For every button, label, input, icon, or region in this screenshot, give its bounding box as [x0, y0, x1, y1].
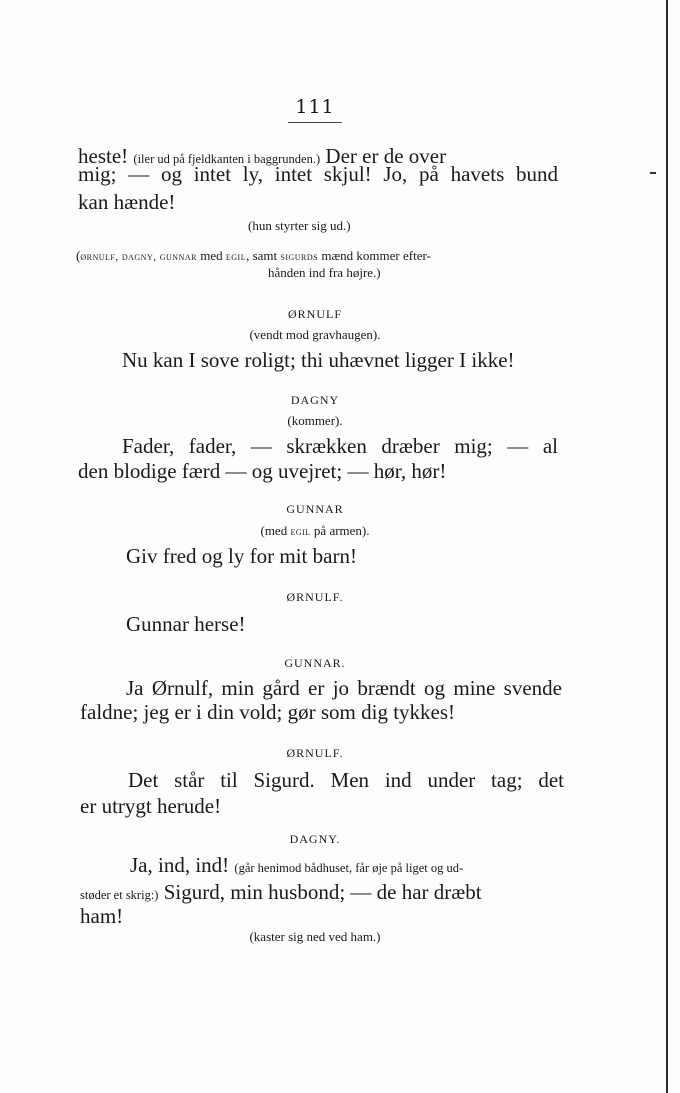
stage-direction-gunnar: (med egil på armen).	[260, 523, 370, 538]
inline-stage-direction: (iler ud på fjeldkanten i baggrunden.)	[133, 152, 321, 166]
speaker-ornulf: ØRNULF	[287, 307, 342, 321]
speaker-ornulf-3: ØRNULF.	[286, 746, 344, 760]
text-line-3: kan hænde!	[78, 190, 176, 214]
stage-direction-dagny: (kommer).	[287, 413, 343, 428]
speaker-dagny: DAGNY	[290, 393, 340, 407]
page-number-rule	[288, 122, 342, 123]
speaker-gunnar-2: GUNNAR.	[284, 656, 346, 670]
speech-ornulf-3a: Det står til Sigurd. Men ind under tag; det	[128, 768, 564, 792]
speech-dagny-3a: Ja, ind, ind! (går henimod bådhuset, får øje på liget og ud-	[130, 853, 464, 877]
speaker-gunnar: GUNNAR	[286, 502, 344, 516]
stage-direction-dagny-2: (kaster sig ned ved ham.)	[249, 929, 381, 944]
speech-gunnar-2a: Ja Ørnulf, min gård er jo brændt og mine svende	[126, 676, 562, 700]
stage-direction-ornulf: (vendt mod gravhaugen).	[249, 327, 381, 342]
speech-dagny-2: den blodige færd — og uvejret; — hør, hør!	[78, 459, 447, 483]
stage-direction-2: (ørnulf, dagny, gunnar med egil, samt sigurds mænd kommer efter-	[76, 248, 431, 263]
speech-gunnar-1: Giv fred og ly for mit barn!	[126, 544, 357, 568]
speech-gunnar-2b: faldne; jeg er i din vold; gør som dig tykkes!	[80, 700, 456, 724]
page-number: 111	[295, 96, 335, 118]
speech-ornulf-3b: er utrygt herude!	[80, 794, 222, 818]
speech-dagny-3b: støder et skrig:) Sigurd, min husbond; — de har dræbt	[80, 880, 482, 904]
page-edge-line	[666, 0, 668, 1093]
stage-direction-1: (hun styrter sig ud.)	[248, 218, 351, 233]
speech-ornulf-2: Gunnar herse!	[126, 612, 246, 636]
text-line-2: mig; — og intet ly, intet skjul! Jo, på havets bund	[78, 162, 558, 186]
stage-direction-2-cont: hånden ind fra højre.)	[268, 265, 381, 280]
speech-ornulf-1: Nu kan I sove roligt; thi uhævnet ligger I ikke!	[122, 348, 515, 372]
text-line-1: heste! (iler ud på fjeldkanten i baggrunden.) Der er de over	[78, 144, 447, 168]
speaker-ornulf-2: ØRNULF.	[286, 590, 344, 604]
speech-dagny-3c: ham!	[80, 904, 124, 928]
speech-dagny-1: Fader, fader, — skrækken dræber mig; — al	[122, 434, 558, 458]
margin-mark	[650, 172, 656, 174]
speaker-dagny-2: DAGNY.	[289, 832, 341, 846]
